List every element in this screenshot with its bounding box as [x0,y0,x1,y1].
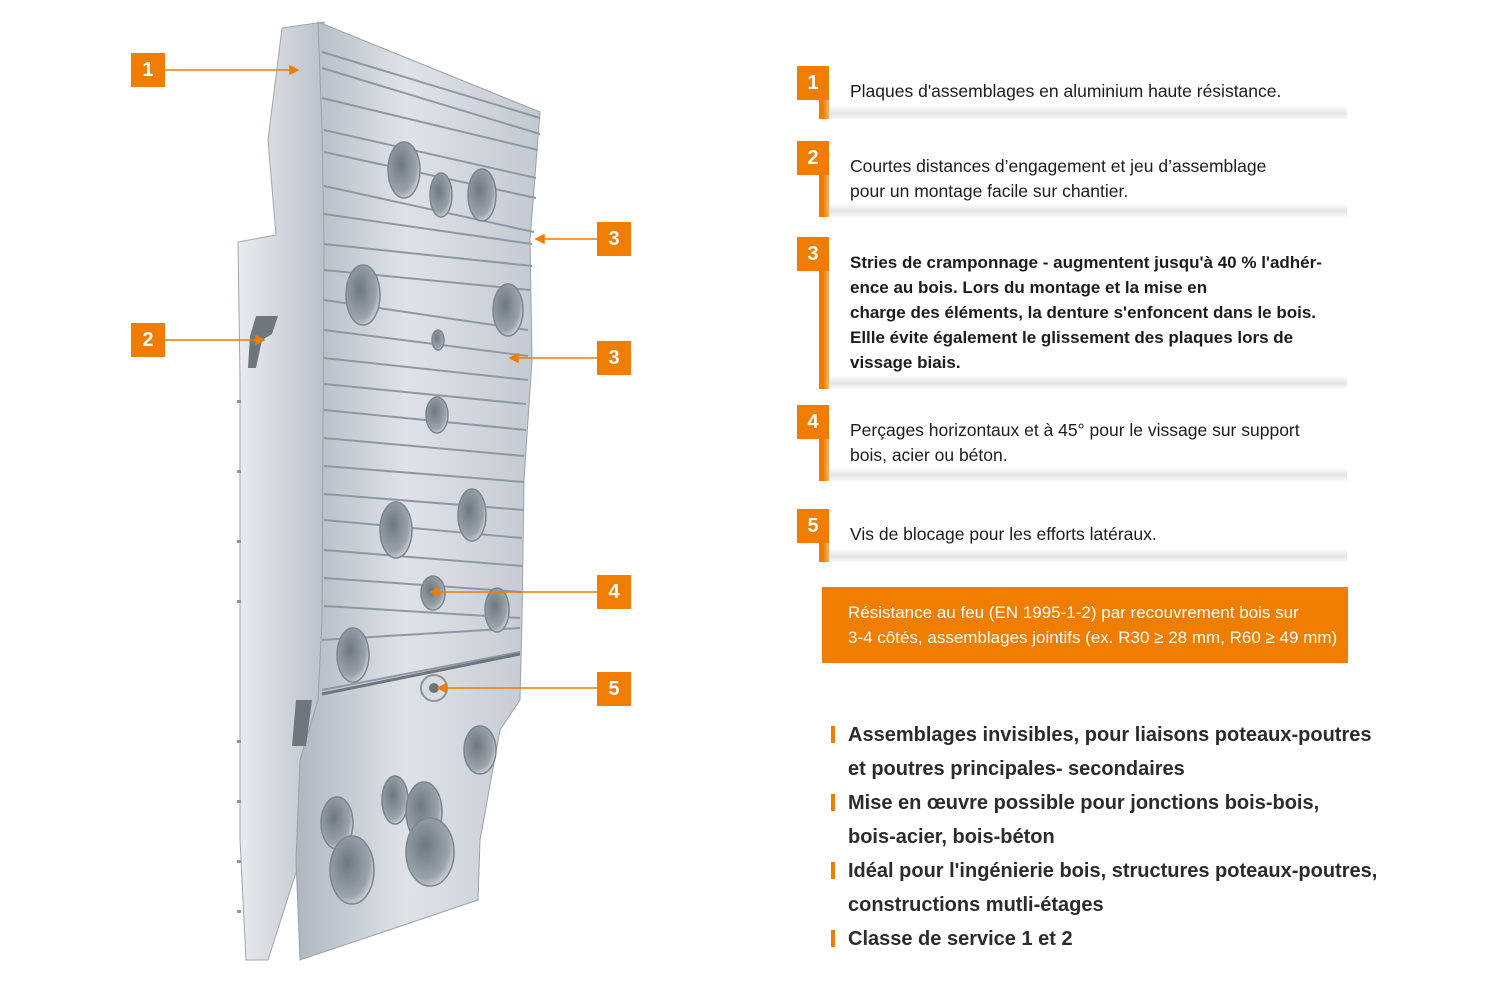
feature-text-line: pour un montage facile sur chantier. [850,181,1129,201]
feature-text-line: bois, acier ou béton. [850,445,1008,465]
feature-number: 5 [797,509,829,543]
benefit-line: constructions mutli-étages [848,894,1104,916]
feature-text-line: ence au bois. Lors du montage et la mise en [850,278,1208,297]
benefit-line: Classe de service 1 et 2 [848,928,1073,950]
feature-card-1 [797,66,1347,119]
benefit-line: Mise en œuvre possible pour jonctions bois-bois, [848,792,1320,814]
callout-marker-3b: 3 [597,341,631,375]
feature-text-line: Courtes distances d’engagement et jeu d’assemblage [850,156,1267,176]
fire-resistance-text [848,600,1338,650]
fire-resistance-line: 3-4 côtés, assemblages jointifs (ex. R30 ≥ 28 mm, R60 ≥ 49 mm) [848,628,1338,647]
feature-card-5 [797,509,1347,562]
card-shadow [829,105,1347,119]
benefit-line: et poutres principales- secondaires [848,758,1185,780]
callout-marker-4: 4 [597,575,631,609]
callout-marker-5: 5 [597,672,631,706]
benefit-line: bois-acier, bois-béton [848,826,1055,848]
feature-text [850,418,1333,468]
feature-text: Vis de blocage pour les efforts latéraux. [850,524,1157,544]
feature-number: 2 [797,141,829,175]
feature-text-line: Perçages horizontaux et à 45° pour le vissage sur support [850,420,1300,440]
feature-number: 1 [797,66,829,100]
feature-text-line: Stries de cramponnage - augmentent jusqu'à 40 % l'adhér- [850,253,1322,272]
card-shadow [829,375,1347,389]
bullet-marker [831,862,835,879]
feature-text: Plaques d'assemblages en aluminium haute résistance. [850,81,1282,101]
feature-text [850,250,1333,375]
benefit-item [831,922,1431,956]
bullet-marker [831,794,835,811]
benefit-line: Idéal pour l'ingénierie bois, structures poteaux-poutres, [848,860,1378,882]
feature-number: 4 [797,405,829,439]
feature-text-line: Ellle évite également le glissement des plaques lors de [850,328,1294,347]
fire-resistance-line: Résistance au feu (EN 1995-1-2) par recouvrement bois sur [848,603,1299,622]
benefit-item [831,718,1431,786]
feature-card-4 [797,405,1347,481]
callout-marker-3a: 3 [597,222,631,256]
benefits-list [831,718,1431,956]
feature-number: 3 [797,237,829,271]
bullet-marker [831,930,835,947]
fire-resistance-box [822,587,1348,663]
benefit-item [831,786,1431,854]
feature-text-line: charge des éléments, la denture s'enfoncent dans le bois. [850,303,1317,322]
benefit-line: Assemblages invisibles, pour liaisons poteaux-poutres [848,724,1372,746]
feature-card-3 [797,237,1347,389]
feature-card-2 [797,141,1347,217]
callout-marker-1: 1 [131,53,165,87]
card-shadow [829,203,1347,217]
feature-text [850,154,1333,204]
card-shadow [829,467,1347,481]
benefit-item [831,854,1431,922]
callout-marker-2: 2 [131,323,165,357]
feature-text-line: vissage biais. [850,353,961,372]
bullet-marker [831,726,835,743]
card-shadow [829,548,1347,562]
